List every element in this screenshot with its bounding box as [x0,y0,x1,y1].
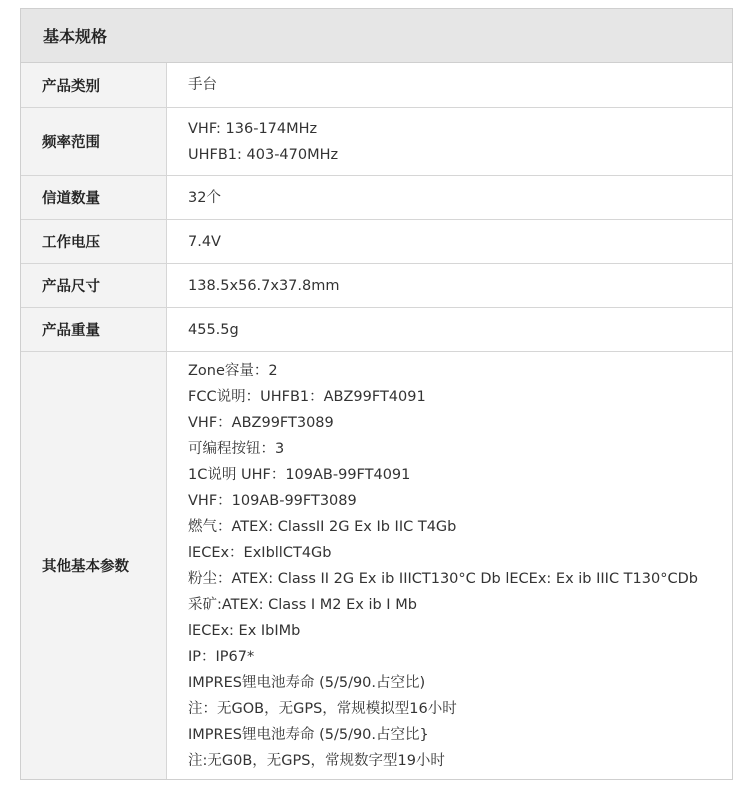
row-value [167,220,732,263]
value-line: 注：无GOB，无GPS，常规模拟型16小时 [188,700,457,717]
value-line: VHF：109AB-99FT3089 [188,492,357,509]
row-value [167,264,732,307]
row-label: 信道数量 [21,176,167,219]
row-label: 其他基本参数 [21,352,167,779]
spec-table [20,8,733,780]
value-line: 7.4V [188,233,221,250]
value-line: 注:无G0B，无GPS，常规数字型19小时 [188,752,445,769]
value-line: 采矿:ATEX: Class I M2 Ex ib I Mb [188,596,417,613]
table-title: 基本规格 [21,9,732,63]
value-line: Zone容量：2 [188,362,278,379]
row-value [167,352,732,779]
row-value [167,176,732,219]
row-value [167,63,732,107]
value-line: IP：IP67* [188,648,255,665]
table-row-operating-voltage [21,220,732,264]
value-line: IMPRES锂电池寿命 (5/5/90.占空比} [188,726,429,743]
row-value [167,308,732,351]
value-line: 138.5x56.7x37.8mm [188,277,340,294]
value-line: 燃气：ATEX: ClassII 2G Ex Ib IIC T4Gb [188,518,457,535]
table-row-product-dimensions [21,264,732,308]
row-label: 产品类别 [21,63,167,107]
table-row-product-weight [21,308,732,352]
value-line: 可编程按钮：3 [188,440,285,457]
value-line: lECEx：ExIbllCT4Gb [188,544,332,561]
table-row-other-parameters [21,352,732,779]
value-line: VHF：ABZ99FT3089 [188,414,334,431]
value-line: FCC说明：UHFB1：ABZ99FT4091 [188,388,426,405]
value-line: UHFB1: 403-470MHz [188,146,339,163]
value-line: 粉尘：ATEX: Class II 2G Ex ib IIICT130°C Db lECEx: Ex ib IIIC T130°CDb [188,570,698,587]
row-label: 频率范围 [21,108,167,175]
row-label: 产品尺寸 [21,264,167,307]
row-label: 产品重量 [21,308,167,351]
table-row-channel-count [21,176,732,220]
row-label: 工作电压 [21,220,167,263]
value-line: IMPRES锂电池寿命 (5/5/90.占空比) [188,674,426,691]
table-row-product-category [21,63,732,108]
value-line: 1C说明 UHF：109AB-99FT4091 [188,466,411,483]
value-line: lECEx: Ex IbIMb [188,622,301,639]
value-line: VHF: 136-174MHz [188,120,318,137]
value-line: 455.5g [188,321,239,338]
row-value [167,108,732,175]
table-row-frequency-range [21,108,732,176]
value-line: 手台 [188,77,217,93]
value-line: 32个 [188,189,221,206]
